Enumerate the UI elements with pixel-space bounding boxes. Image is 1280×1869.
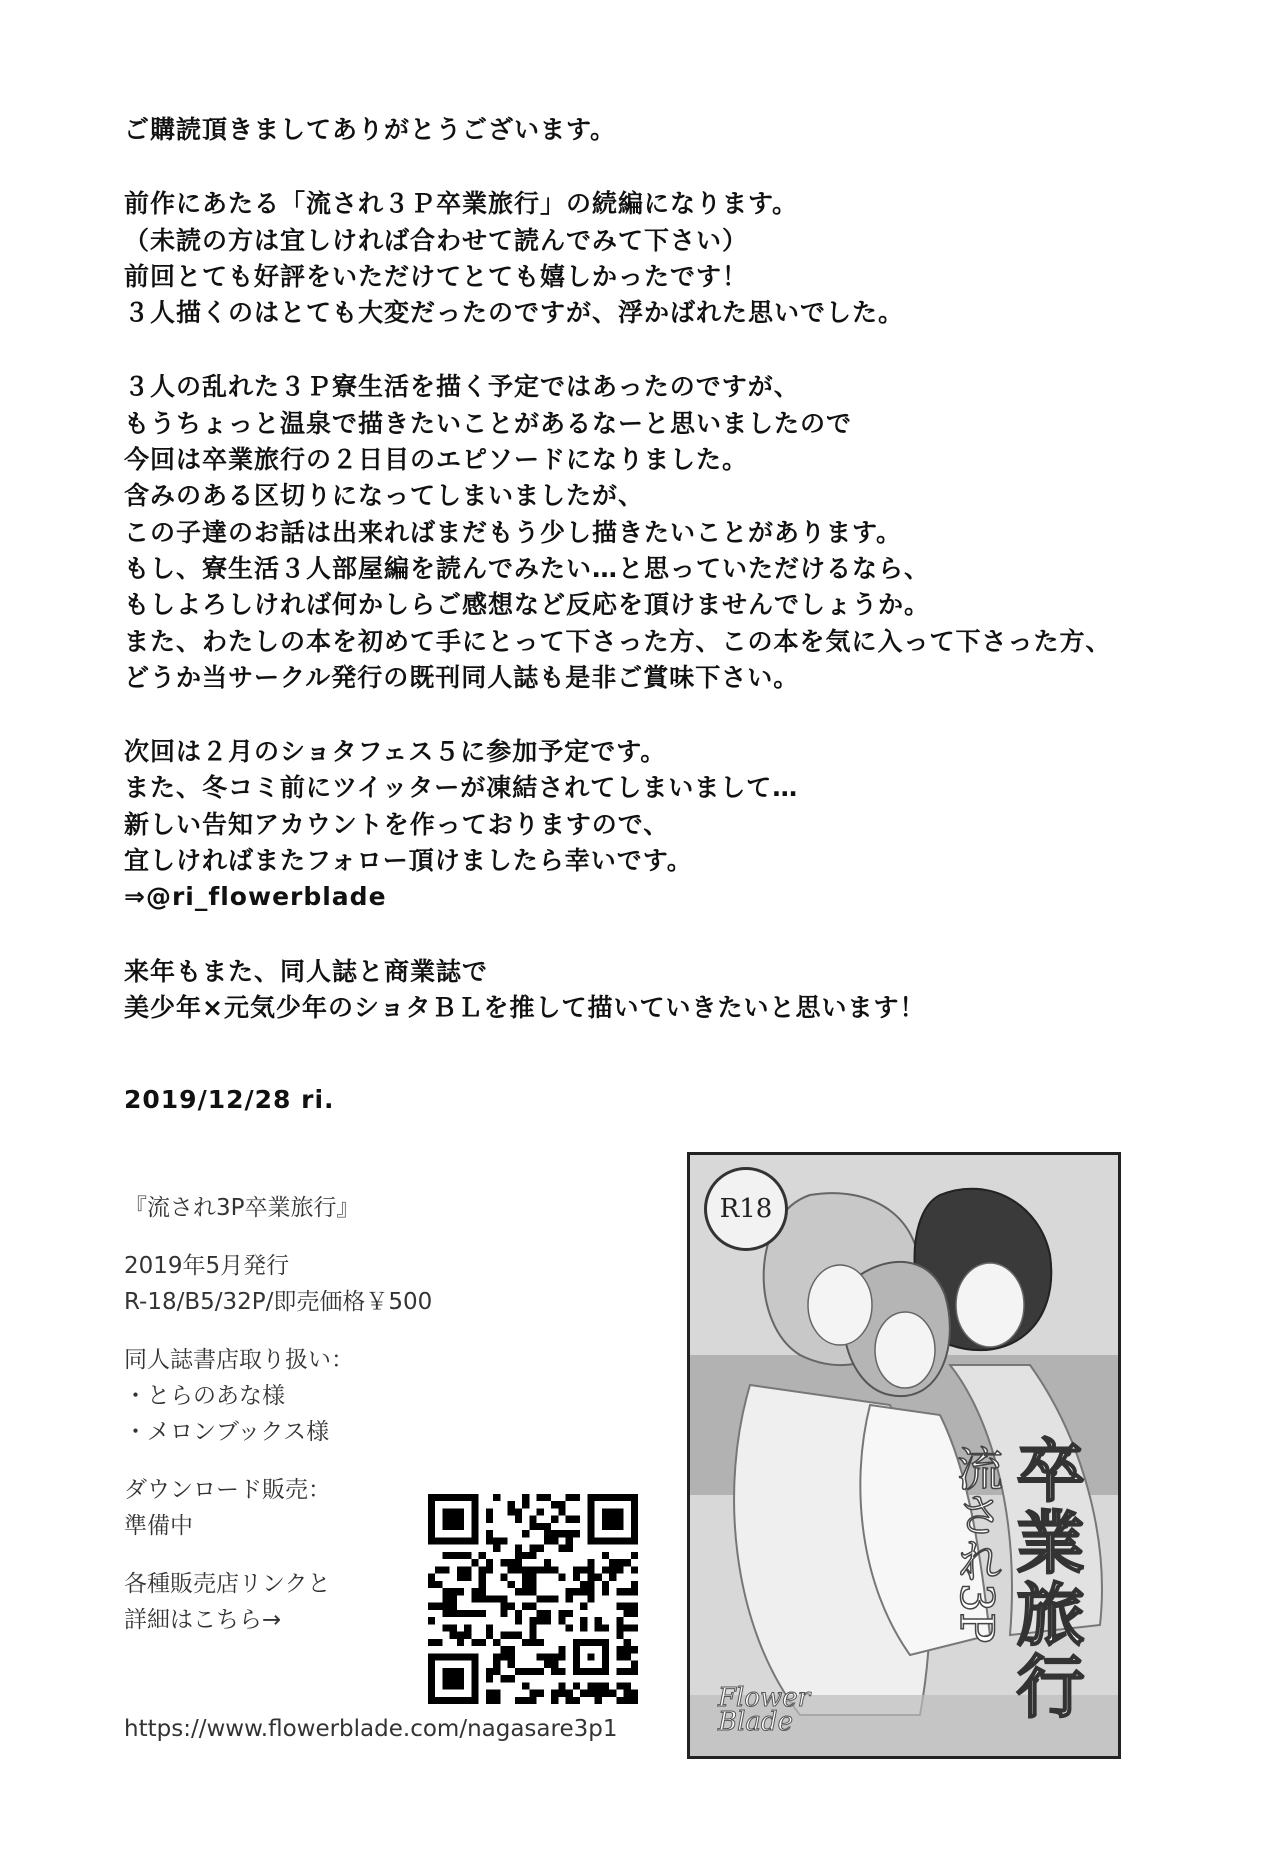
- links-text: 各種販売店リンクと: [124, 1571, 331, 1597]
- book-specs: R-18/B5/32P/即売価格￥500: [124, 1289, 433, 1315]
- afterword-line: 新しい告知アカウントを作っておりますので、: [124, 809, 670, 839]
- afterword-line: ３人の乱れた３Ｐ寮生活を描く予定ではあったのですが、: [124, 372, 800, 402]
- twitter-handle: ⇒@ri_flowerblade: [124, 882, 387, 912]
- store-item: ・とらのあな様: [124, 1383, 285, 1409]
- afterword-line: もうちょっと温泉で描きたいことがあるなーと思いましたので: [124, 408, 853, 438]
- afterword-line: どうか当サークル発行の既刊同人誌も是非ご賞味下さい。: [124, 662, 800, 692]
- afterword-line: もし、寮生活３人部屋編を読んでみたい…と思っていただけるなら、: [124, 553, 931, 583]
- circle-logo-line: Flower: [718, 1683, 811, 1713]
- afterword-line: 前作にあたる「流され３Ｐ卒業旅行」の続編になります。: [124, 189, 799, 219]
- afterword-line: ご購読頂きましてありがとうございます。: [124, 115, 617, 144]
- signoff-date: 2019/12/28 ri.: [124, 1085, 335, 1114]
- cover-title: 卒業旅行: [1005, 1435, 1085, 1723]
- afterword-paragraph-1: [124, 112, 1204, 148]
- store-item: ・メロンブックス様: [124, 1419, 330, 1445]
- afterword-line: 次回は２月のショタフェス５に参加予定です。: [124, 737, 667, 767]
- afterword-paragraph-3: [124, 369, 1204, 696]
- download-heading: ダウンロード販売：: [124, 1477, 331, 1503]
- afterword-line: もしよろしければ何かしらご感想など反応を頂けませんでしょうか。: [124, 590, 931, 620]
- afterword-line: また、わたしの本を初めて手にとって下さった方、この本を気に入って下さった方、: [124, 626, 1112, 656]
- afterword: [124, 112, 1204, 1064]
- afterword-line: 前回とても好評をいただけてとても嬉しかったです！: [124, 261, 749, 291]
- afterword-line: （未読の方は宜しければ合わせて読んでみて下さい）: [124, 225, 749, 255]
- afterword-line: 含みのある区切りになってしまいましたが、: [124, 481, 645, 511]
- download-status: 準備中: [124, 1513, 193, 1539]
- afterword-line: 今回は卒業旅行の２日目のエピソードになりました。: [124, 445, 749, 475]
- afterword-paragraph-5: [124, 954, 1204, 1027]
- book-title: 『流され3P卒業旅行』: [124, 1195, 360, 1221]
- afterword-line: また、冬コミ前にツイッターが凍結されてしまいまして…: [124, 773, 799, 803]
- afterword-paragraph-4: [124, 734, 1204, 915]
- afterword-line: 美少年×元気少年のショタＢＬを推して描いていきたいと思います！: [124, 992, 926, 1022]
- circle-logo-line: Blade: [718, 1707, 793, 1737]
- afterword-line: 宜しければまたフォロー頂けましたら幸いです。: [124, 846, 693, 876]
- circle-logo: [718, 1683, 811, 1737]
- r18-badge: R18: [704, 1167, 788, 1251]
- afterword-line: 来年もまた、同人誌と商業誌で: [124, 956, 489, 986]
- afterword-line: ３人描くのはとても大変だったのですが、浮かばれた思いでした。: [124, 298, 905, 328]
- release-date: 2019年5月発行: [124, 1253, 290, 1279]
- stores-heading: 同人誌書店取り扱い：: [124, 1347, 354, 1373]
- detail-url-link[interactable]: https://www.flowerblade.com/nagasare3p1: [124, 1716, 618, 1742]
- cover-image: [687, 1152, 1121, 1759]
- links-text: 詳細はこちら→: [124, 1607, 282, 1633]
- afterword-paragraph-2: [124, 186, 1204, 331]
- afterword-line: この子達のお話は出来ればまだもう少し描きたいことがあります。: [124, 517, 903, 547]
- cover-subtitle: 流され3P: [950, 1445, 1004, 1644]
- qr-code-icon[interactable]: [428, 1494, 638, 1704]
